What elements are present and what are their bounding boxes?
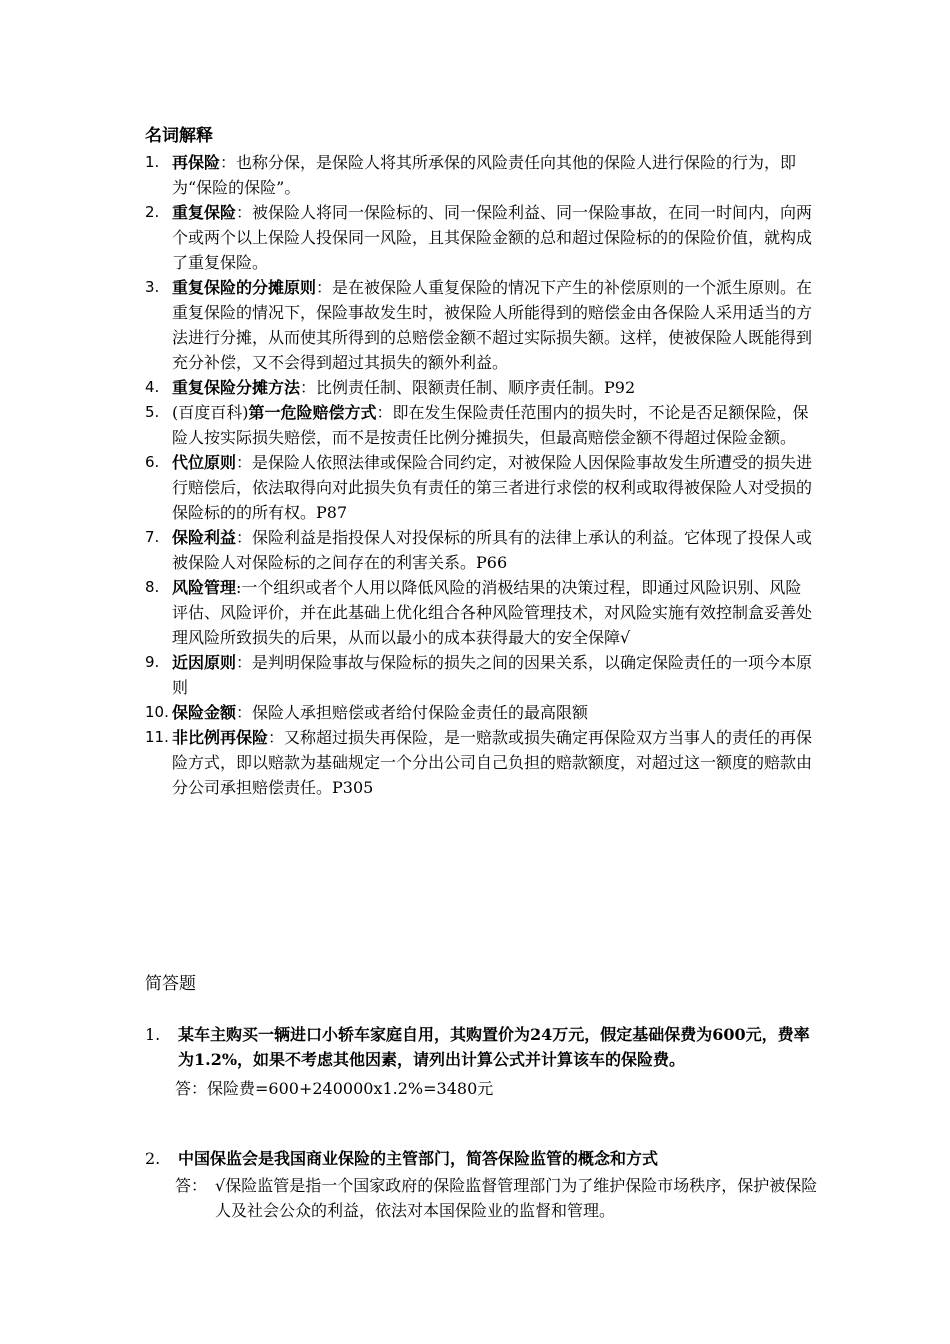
item-number: 5. — [145, 403, 160, 421]
answer-text: √保险监管是指一个国家政府的保险监督管理部门为了维护保险市场秩序，保护被保险人及社会公众的利益，依法对本国保险业的监督和管理。 — [215, 1176, 818, 1220]
question-number: 1. — [145, 1025, 161, 1044]
definition-term: 非比例再保险 — [172, 728, 269, 747]
question-text: 某车主购买一辆进口小轿车家庭自用，其购置价为24万元，假定基础保费为600元，费率为1.2%，如果不考虑其他因素，请列出计算公式并计算该车的保险费。 — [178, 1025, 810, 1069]
definition-text: 是保险人依照法律或保险合同约定，对被保险人因保险事故发生所遭受的损失进行赔偿后，依法取得向对此损失负有责任的第三者进行求偿的权利或取得被保险人对受损的保险标的的所有权。P87 — [172, 453, 813, 522]
term-separator: ： — [236, 203, 253, 222]
definition-term: 再保险 — [172, 153, 221, 172]
term-separator: ： — [220, 153, 237, 172]
item-number: 3. — [145, 278, 160, 296]
definition-item — [145, 375, 815, 400]
definition-item — [145, 400, 815, 450]
definition-term: 代位原则 — [172, 453, 237, 472]
definition-item — [145, 450, 815, 525]
item-number: 7. — [145, 528, 160, 546]
item-number: 2. — [145, 203, 160, 221]
definition-prefix: (百度百科) — [172, 403, 249, 422]
definition-item — [145, 700, 815, 725]
definition-text: 也称分保，是保险人将其所承保的风险责任向其他的保险人进行保险的行为，即为“保险的保险”。 — [172, 153, 797, 197]
definition-item — [145, 650, 815, 700]
definition-item — [145, 525, 815, 575]
term-separator: ： — [300, 378, 317, 397]
question-number: 2. — [145, 1149, 161, 1168]
definition-item — [145, 725, 815, 800]
definition-text: 比例责任制、限额责任制、顺序责任制。P92 — [316, 378, 636, 397]
term-separator: ： — [236, 653, 253, 672]
term-separator: ： — [316, 278, 333, 297]
item-number: 8. — [145, 578, 160, 596]
item-number: 4. — [145, 378, 160, 396]
definition-term: 保险金额 — [172, 703, 237, 722]
answer — [145, 1173, 825, 1223]
answer-text: 保险费=600+240000x1.2%=3480元 — [207, 1079, 494, 1098]
definition-item — [145, 200, 815, 275]
definition-term: 重复保险 — [172, 203, 237, 222]
question-item — [145, 1146, 825, 1223]
definition-item — [145, 150, 815, 200]
term-separator: ： — [236, 453, 253, 472]
definition-text: 保险利益是指投保人对投保标的所具有的法律上承认的利益。它体现了投保人或被保险人对保险标的之间存在的利害关系。P66 — [172, 528, 813, 572]
item-number: 6. — [145, 453, 160, 471]
item-number: 10. — [145, 703, 169, 721]
answer — [145, 1076, 825, 1101]
definitions-list — [145, 150, 815, 800]
section-title-definitions: 名词解释 — [145, 126, 213, 146]
definition-item — [145, 275, 815, 375]
definition-text: 一个组织或者个人用以降低风险的消极结果的决策过程，即通过风险识别、风险评估、风险评价，并在此基础上优化组合各种风险管理技术，对风险实施有效控制盒妥善处理风险所致损失的后果，从而以最小的成本获得最大的安全保障√ — [172, 578, 813, 647]
question-item — [145, 1022, 825, 1101]
definition-text: 是在被保险人重复保险的情况下产生的补偿原则的一个派生原则。在重复保险的情况下，保险事故发生时，被保险人所能得到的赔偿金由各保险人采用适当的方法进行分摊，从而使其所得到的总赔偿金额不超过实际损失额。这样，使被保险人既能得到充分补偿，又不会得到超过其损失的额外利益。 — [172, 278, 813, 372]
section-title-short-answer: 简答题 — [145, 974, 196, 994]
definition-text: 被保险人将同一保险标的、同一保险利益、同一保险事故，在同一时间内，向两个或两个以上保险人投保同一风险，且其保险金额的总和超过保险标的的保险价值，就构成了重复保险。 — [172, 203, 813, 272]
term-separator: ： — [268, 728, 285, 747]
term-separator: ： — [236, 528, 253, 547]
answer-label: 答： — [175, 1079, 208, 1098]
item-number: 9. — [145, 653, 160, 671]
term-separator: ： — [236, 703, 253, 722]
question-text: 中国保监会是我国商业保险的主管部门，简答保险监管的概念和方式 — [178, 1149, 659, 1168]
definition-term: 重复保险的分摊原则 — [172, 278, 317, 297]
definition-term: 第一危险赔偿方式 — [248, 403, 377, 422]
term-separator: : — [236, 578, 242, 597]
answer-label: 答： — [175, 1176, 208, 1195]
item-number: 11. — [145, 728, 169, 746]
item-number: 1. — [145, 153, 160, 171]
definition-text: 即在发生保险责任范围内的损失时，不论是否足额保险，保险人按实际损失赔偿，而不是按责任比例分摊损失，但最高赔偿金额不得超过保险金额。 — [172, 403, 809, 447]
definition-text: 又称超过损失再保险，是一赔款或损失确定再保险双方当事人的责任的再保险方式，即以赔款为基础规定一个分出公司自己负担的赔款额度，对超过这一额度的赔款由分公司承担赔偿责任。P305 — [172, 728, 813, 797]
definition-item — [145, 575, 815, 650]
definition-term: 风险管理 — [172, 578, 237, 597]
definition-term: 重复保险分摊方法 — [172, 378, 301, 397]
definition-term: 保险利益 — [172, 528, 237, 547]
definition-text: 是判明保险事故与保险标的损失之间的因果关系，以确定保险责任的一项今本原则 — [172, 653, 813, 697]
definition-text: 保险人承担赔偿或者给付保险金责任的最高限额 — [252, 703, 589, 722]
definition-term: 近因原则 — [172, 653, 237, 672]
term-separator: ： — [376, 403, 393, 422]
